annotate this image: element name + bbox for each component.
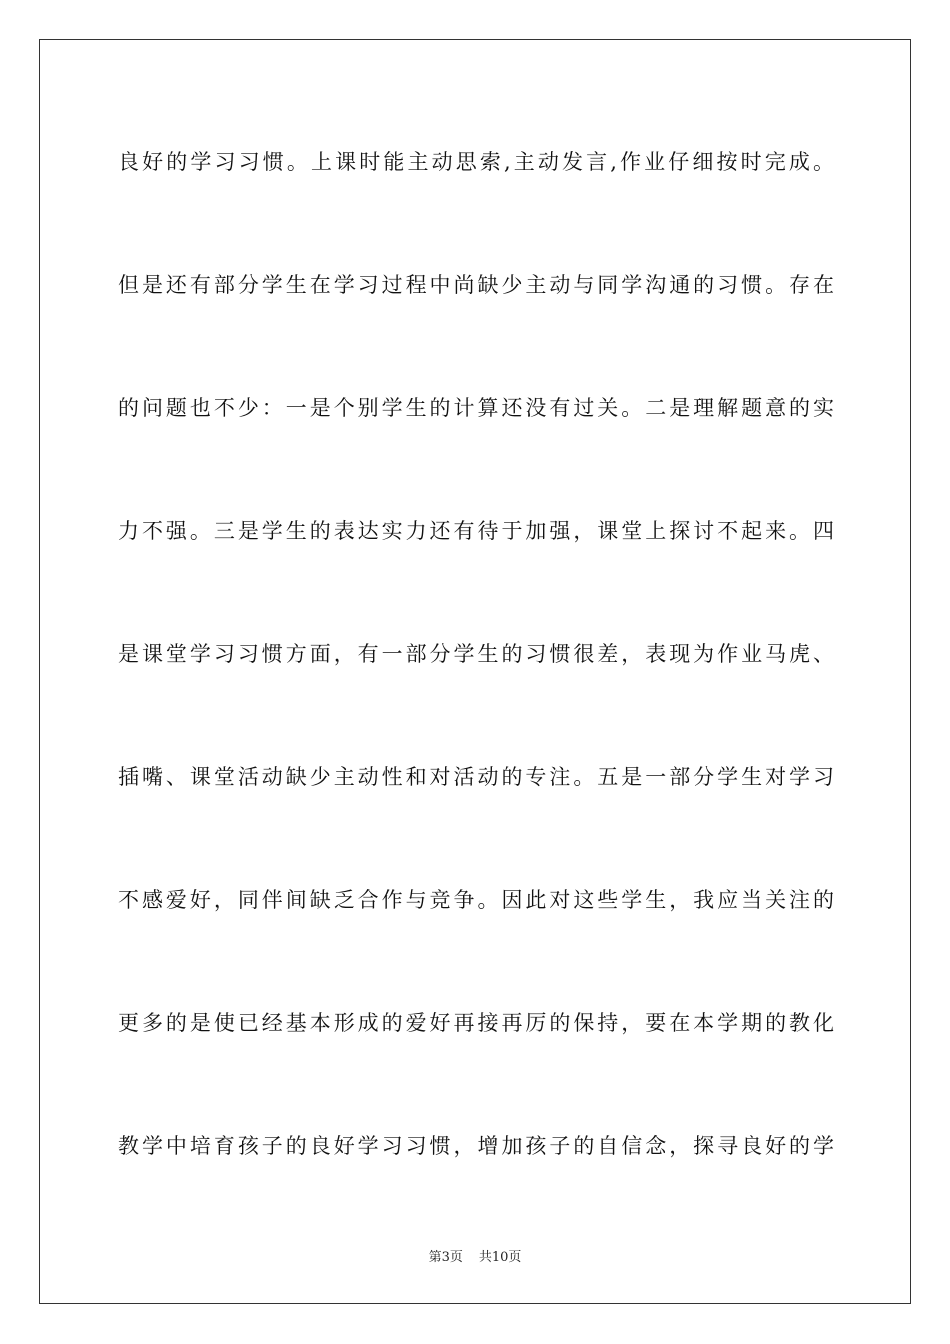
page-footer (0, 1246, 950, 1265)
text-line-7: 不感爱好，同伴间缺乏合作与竞争。因此对这些学生，我应当关注的 (118, 888, 834, 912)
text-line-2: 但是还有部分学生在学习过程中尚缺少主动与同学沟通的习惯。存在 (118, 273, 834, 297)
text-line-1: 良好的学习习惯。上课时能主动思索,主动发言,作业仔细按时完成。 (118, 150, 834, 174)
text-line-8: 更多的是使已经基本形成的爱好再接再厉的保持，要在本学期的教化 (118, 1011, 834, 1035)
document-body (118, 128, 834, 1235)
text-line-3: 的问题也不少：一是个别学生的计算还没有过关。二是理解题意的实 (118, 396, 834, 420)
text-line-5: 是课堂学习习惯方面，有一部分学生的习惯很差，表现为作业马虎、 (118, 642, 834, 666)
page-total: 共10页 (478, 1250, 522, 1265)
text-line-4: 力不强。三是学生的表达实力还有待于加强，课堂上探讨不起来。四 (118, 519, 834, 543)
text-line-9: 教学中培育孩子的良好学习习惯，增加孩子的自信念，探寻良好的学 (118, 1134, 834, 1158)
page-number: 第3页 (428, 1250, 463, 1265)
text-line-6: 插嘴、课堂活动缺少主动性和对活动的专注。五是一部分学生对学习 (118, 765, 834, 789)
